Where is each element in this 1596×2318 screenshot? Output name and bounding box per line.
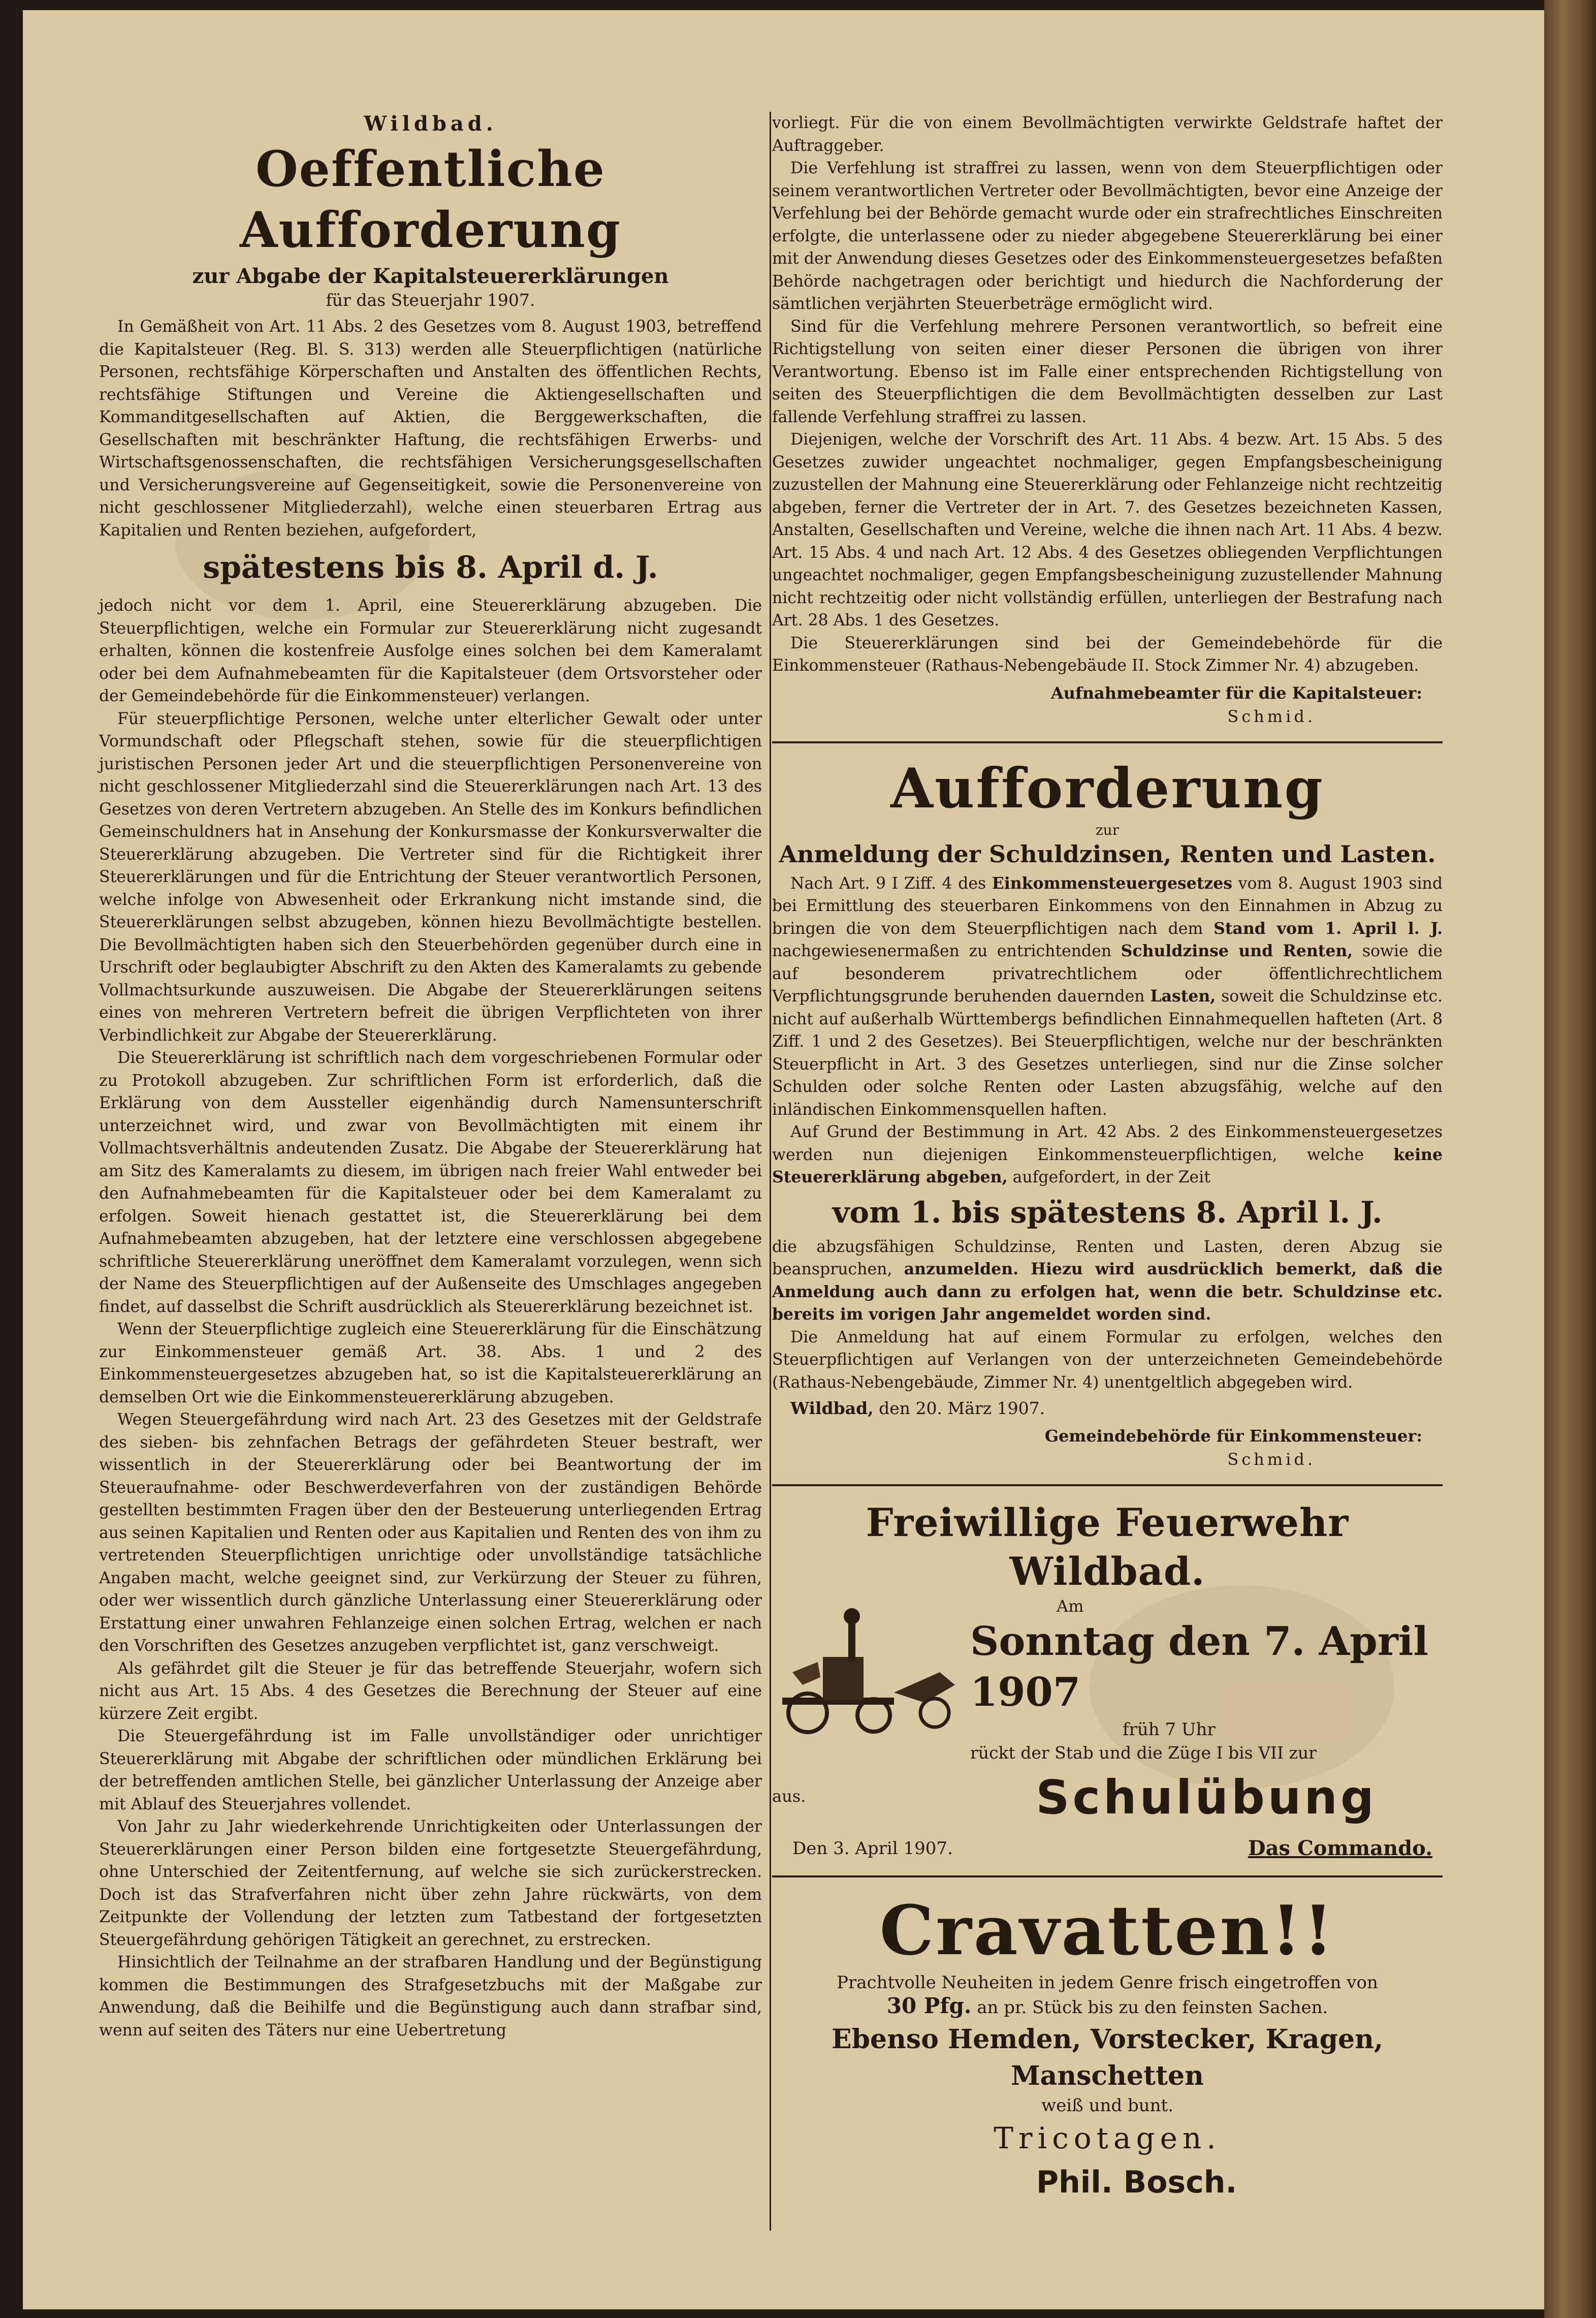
- notice-paragraph: Als gefährdet gilt die Steuer je für das betreffende Steuerjahr, wofern sich nicht aus Art. 15 Abs. 4 des Gesetzes die Berechnung der Steuer auf eine kürzere Zeit ergibt.: [99, 1659, 762, 1723]
- notice-title: Oeffentliche Aufforderung: [240, 140, 621, 259]
- notice-subtitle-year: für das Steuerjahr 1907.: [326, 290, 535, 310]
- ad-text: Prachtvolle Neuheiten in jedem Genre frisch eingetroffen von 30 Pfg. an pr. Stück bis zu den feinsten Sachen.: [837, 1972, 1378, 2018]
- ad-event-date: Sonntag den 7. April 1907: [970, 1618, 1429, 1715]
- ad-cravatten: [772, 1890, 1443, 2205]
- ad-footer: [792, 1835, 1432, 1862]
- ad-divider: [772, 741, 1443, 743]
- ad-divider: [772, 1484, 1443, 1486]
- ad-items: Ebenso Hemden, Vorstecker, Kragen, Manschetten: [832, 2024, 1383, 2091]
- ad-signature-title: Gemeindebehörde für Einkommensteuer:: [1044, 1426, 1422, 1446]
- ad-text: Tricotagen.: [994, 2121, 1221, 2155]
- ad-price: 30 Pfg.: [886, 1993, 972, 2018]
- notice-paragraph: Die Steuererklärungen sind bei der Gemeindebehörde für die Einkommensteuer (Rathaus-Nebengebäude II. Stock Zimmer Nr. 4) abzugeben.: [772, 634, 1443, 675]
- book-spine: [1544, 0, 1596, 2318]
- newspaper-page: [23, 10, 1547, 2309]
- notice-signature-name: Schmid.: [1227, 706, 1316, 726]
- ad-signature: Das Commando.: [1248, 1836, 1432, 1860]
- ad-shop-name: Phil. Bosch.: [1036, 2165, 1237, 2200]
- ad-paragraph: Nach Art. 9 I Ziff. 4 des Einkommensteuergesetzes vom 8. August 1903 sind bei Ermittlung des steuerbaren Einkommens von den Einnahmen in Abzug zu bringen die von dem Steuerpflichtigen nach dem Stand vom 1. April l. J. nachgewiesenermaßen zu entrichtenden Schuldzinse und Renten, sowie die auf besonderem privatrechtlichem oder öffentlichrechtlichem Verpflichtungsgrunde beruhenden dauernden Lasten, soweit die Schuldzinse etc. nicht auf außerhalb Württembergs befindlichen Einnahmequellen hafteten (Art. 8 Ziff. 1 und 2 des Gesetzes). Bei Steuerpflichtigen, welche nur der beschränkten Steuerpflicht in Art. 3 des Gesetzes unterliegen, sind nur die Zinse solcher Schulden oder solche Renten oder Lasten abzugsfähig, welche auf den inländischen Einkommensquellen haften.: [772, 873, 1443, 1119]
- ad-title: Aufforderung: [890, 756, 1324, 821]
- ad-date: Wildbad, den 20. März 1907.: [790, 1398, 1045, 1418]
- notice-paragraph: Die Steuergefährdung ist im Falle unvollständiger oder unrichtiger Steuererklärung mit Abgabe der schriftlichen oder mündlichen Erklärung bei der betreffenden amtlichen Stelle, bei gänzlicher Unterlassung der Anzeige aber mit Ablauf des Steuerjahres vollendet.: [99, 1727, 762, 1813]
- notice-paragraph: Wenn der Steuerpflichtige zugleich eine Steuererklärung für die Einschätzung zur Einkommensteuer gemäß Art. 38. Abs. 1 und 2 des Einkommensteuergesetzes abzugeben hat, so ist die Kapitalsteuererklärung an demselben Ort wie die Einkommensteuererklärung abzugeben.: [99, 1320, 762, 1406]
- ad-date: Den 3. April 1907.: [792, 1838, 953, 1859]
- ad-body: [970, 1596, 1443, 1831]
- ad-subtitle: Anmeldung der Schuldzinsen, Renten und Lasten.: [779, 840, 1436, 868]
- notice-subtitle: zur Abgabe der Kapitalsteuererklärungen: [192, 264, 669, 288]
- notice-paragraph: Für steuerpflichtige Personen, welche unter elterlicher Gewalt oder unter Vormundschaft oder Pflegschaft stehen, sowie für die steuerpflichtigen juristischen Personen jeder Art und die steuerpflichtigen Personenvereine von nicht geschlossener Mitgliederzahl sind die Steuererklärungen nach Art. 13 des Gesetzes von deren Vertretern abzugeben. An Stelle des im Konkurs befindlichen Gemeinschuldners hat in Ansehung der Konkursmasse der Konkursverwalter die Steuererklärung abzugeben. Die Vertreter sind für die Richtigkeit ihrer Steuererklärungen und für die Entrichtung der Steuer verantwortlich Personen, welche infolge von Abwesenheit oder Erkrankung nicht imstande sind, die Steuererklärungen selbst abzugeben, können hiezu Bevollmächtigte bestellen. Die Bevollmächtigten haben sich den Steuerbehörden gegenüber durch eine in Urschrift oder beglaubigter Abschrift zu den Akten des Kameralamts zu gebende Vollmachtsurkunde auszuweisen. Die Abgabe der Steuererklärungen seitens eines von mehreren Vertretern befreit die übrigen Verpflichteten von ihrer Verbindlichkeit zur Abgabe der Steuererklärung.: [99, 709, 762, 1045]
- notice-paragraph: Hinsichtlich der Teilnahme an der strafbaren Handlung und der Begünstigung kommen die Bestimmungen des Strafgesetzbuchs mit der Maßgabe zur Anwendung, daß die Beihilfe und die Begünstigung auch dann strafbar sind, wenn auf seiten des Täters nur eine Uebertretung: [99, 1953, 762, 2040]
- ad-paragraph: Die Anmeldung hat auf einem Formular zu erfolgen, welches den Steuerpflichtigen auf Verlangen von der unterzeichneten Gemeindebehörde (Rathaus-Nebengebäude, Zimmer Nr. 4) unentgeltlich abgegeben wird.: [772, 1328, 1443, 1392]
- ad-title: Freiwillige Feuerwehr Wildbad.: [866, 1500, 1349, 1594]
- fire-engine-illustration: [772, 1596, 965, 1738]
- notice-paragraph: Wegen Steuergefährdung wird nach Art. 23 des Gesetzes mit der Geldstrafe des sieben- bis zehnfachen Betrags der gefährdeten Steuer bestraft, wer wissentlich in der Steuererklärung oder bei Beantwortung der im Steueraufnahme- oder Beschwerdeverfahren von der zuständigen Behörde gestellten bestimmten Fragen über den der Besteuerung unterliegenden Ertrag aus seinen Kapitalien und Renten oder aus Kapitalien und Renten des von ihm zu vertretenden Steuerpflichtigen unrichtige oder unvollständige tatsächliche Angaben macht, welche geeignet sind, zur Verkürzung der Steuer zu führen, oder wer wissentlich durch gänzliche Unterlassung einer Steuererklärung oder Erstattung einer unwahren Fehlanzeige einen solchen Ertrag, welchen er nach den Vorschriften des Gesetzes anzugeben verpflichtet ist, ganz verschweigt.: [99, 1411, 762, 1655]
- notice-paragraph: Die Steuererklärung ist schriftlich nach dem vorgeschriebenen Formular oder zu Protokoll abzugeben. Zur schriftlichen Form ist erforderlich, daß die Erklärung von dem Aussteller eigenhändig durch Namensunterschrift unterzeichnet wird, und zwar von Bevollmächtigten mit einem ihr Vollmachtsverhältnis andeutenden Zusatz. Die Abgabe der Steuererklärung hat am Sitz des Kameralamts zu diesem, im übrigen nach freier Wahl entweder bei den Aufnahmebeamten für die Kapitalsteuer oder bei dem Kameralamt zu erfolgen. Soweit hienach gestattet ist, die Steuererklärung bei dem Aufnahmebeamten abzugeben, hat der letztere eine verschlossen abgegebene schriftliche Steuererklärung uneröffnet dem Kameralamt vorzulegen, wenn sich der Name des Steuerpflichtigen auf der Außenseite des Umschlages angegeben findet, auf dasselbst die Schrift ausdrücklich als Steuererklärung bezeichnet ist.: [99, 1049, 762, 1316]
- ad-paragraph: die abzugsfähigen Schuldzinse, Renten und Lasten, deren Abzug sie beanspruchen, anzumelden. Hiezu wird ausdrücklich bemerkt, daß die Anmeldung auch dann zu erfolgen hat, wenn die betr. Schuldzinse etc. bereits im vorigen Jahr angemeldet worden sind.: [772, 1237, 1443, 1324]
- ad-signature-name: Schmid.: [1227, 1450, 1316, 1469]
- notice-paragraph: Von Jahr zu Jahr wiederkehrende Unrichtigkeiten oder Unterlassungen der Steuererklärungen einer Person bilden eine fortgesetzte Steuergefährdung, ohne Unterschied der Zeitentfernung, auf welche sie sich zurückerstrecken. Doch ist das Strafverfahren nicht über zehn Jahre rückwärts, von dem Zeitpunkte der Vollendung der letzten zum Tatbestand der fortgesetzten Steuergefährdung gehörigen Tätigkeit an gerechnet, zu erstrecken.: [99, 1818, 762, 1949]
- notice-paragraph: jedoch nicht vor dem 1. April, eine Steuererklärung abzugeben. Die Steuerpflichtigen, welche ein Formular zur Steuererklärung nicht zugesandt erhalten, können die kostenfreie Ausfolge eines solchen bei dem Kameralamt oder bei dem Aufnahmebeamten für die Kapitalsteuer (dem Ortsvorsteher oder der Gemeindebehörde für die Einkommensteuer) verlangen.: [99, 597, 762, 705]
- ad-feuerwehr: [772, 1498, 1443, 1862]
- notice-paragraph: Diejenigen, welche der Vorschrift des Art. 11 Abs. 4 bezw. Art. 15 Abs. 5 des Gesetzes zuwider ungeachtet nochmaliger, gegen Empfangsbescheinigung zuzustellen der Mahnung eine Steuererklärung oder Fehlanzeige nicht rechtzeitig abgeben, ferner die Vertreter der in Art. 7. des Gesetzes bezeichneten Kassen, Anstalten, Gesellschaften und Vereine, welche die ihnen nach Art. 11 Abs. 4 bezw. Art. 15 Abs. 4 und nach Art. 12 Abs. 4 des Gesetzes obliegenden Verpflichtungen ungeachtet nochmaliger, gegen Empfangsbescheinigung zuzustellender Mahnung nicht rechtzeitig oder nicht vollständig erfüllen, unterliegen der Bestrafung nach Art. 28 Abs. 1 des Gesetzes.: [772, 430, 1443, 630]
- ad-event-name: Schulübung: [1036, 1770, 1377, 1825]
- notice-paragraph: In Gemäßheit von Art. 11 Abs. 2 des Gesetzes vom 8. August 1903, betreffend die Kapitalsteuer (Reg. Bl. S. 313) werden alle Steuerpflichtigen (natürliche Personen, rechtsfähige Körperschaften und Anstalten des öffentlichen Rechts, rechtsfähige Stiftungen und Vereine die Aktiengesellschaften und Kommanditgesellschaften auf Aktien, die Berggewerkschaften, die Gesellschaften mit beschränkter Haftung, die rechtsfähigen Erwerbs- und Wirtschaftsgenossenschaften, die rechtsfähigen Versicherungsgesellschaften und Versicherungsvereine auf Gegenseitigkeit, sowie die Personenvereine von nicht geschlossener Mitgliederzahl), welche einen steuerbaren Ertrag aus Kapitalien und Renten beziehen, aufgefordert,: [99, 318, 762, 540]
- notice-paragraph: Sind für die Verfehlung mehrere Personen verantwortlich, so befreit eine Richtigstellung von seiten einer dieser Personen die übrigen von ihrer Verantwortung. Ebenso ist im Falle einer entsprechenden Richtigstellung von seiten des Steuerpflichtigen die dem Bevollmächtigten desselben zur Last fallende Verfehlung straffrei zu lassen.: [772, 317, 1443, 426]
- notice-paragraph: vorliegt. Für die von einem Bevollmächtigten verwirkte Geldstrafe haftet der Auftraggeber.: [772, 114, 1443, 155]
- ad-title: Cravatten!!: [879, 1890, 1335, 1970]
- ad-text: weiß und bunt.: [1041, 2095, 1173, 2116]
- ad-connector: zur: [1095, 821, 1120, 838]
- ad-text: aus.: [772, 1787, 806, 1806]
- ad-divider: [772, 1875, 1443, 1877]
- notice-paragraph: Die Verfehlung ist straffrei zu lassen, wenn von dem Steuerpflichtigen oder seinem verantwortlichen Vertreter oder Bevollmächtigten, bevor eine Anzeige der Verfehlung bei der Behörde gemacht wurde oder ein strafrechtliches Einschreiten erfolgte, die unterlassene oder zu nieder abgegebene Steuererklärung bei einer mit der Anwendung dieses Gesetzes oder des Einkommensteuergesetzes befaßten Behörde nachgetragen oder berichtigt und hiedurch die Nachforderung der sämtlichen verjährten Steuerbeträge ermöglicht wird.: [772, 159, 1443, 313]
- notice-place: Wildbad.: [364, 112, 497, 136]
- ad-text: rückt der Stab und die Züge I bis VII zur: [970, 1743, 1317, 1763]
- ad-text: Am: [1057, 1596, 1084, 1616]
- left-column: [99, 112, 762, 2042]
- ad-aufforderung: [772, 756, 1443, 1471]
- notice-signature-title: Aufnahmebeamter für die Kapitalsteuer:: [1050, 683, 1422, 703]
- ad-deadline: vom 1. bis spätestens 8. April l. J.: [832, 1195, 1383, 1230]
- column-divider: [770, 112, 771, 2231]
- right-column: [772, 112, 1443, 2205]
- ad-event-time: früh 7 Uhr: [1123, 1719, 1216, 1740]
- ad-paragraph: Auf Grund der Bestimmung in Art. 42 Abs. 2 des Einkommensteuergesetzes werden nun diejenigen Einkommensteuerpflichtigen, welche keine Steuererklärung abgeben, aufgefordert, in der Zeit: [772, 1123, 1443, 1186]
- notice-deadline: spätestens bis 8. April d. J.: [203, 550, 658, 585]
